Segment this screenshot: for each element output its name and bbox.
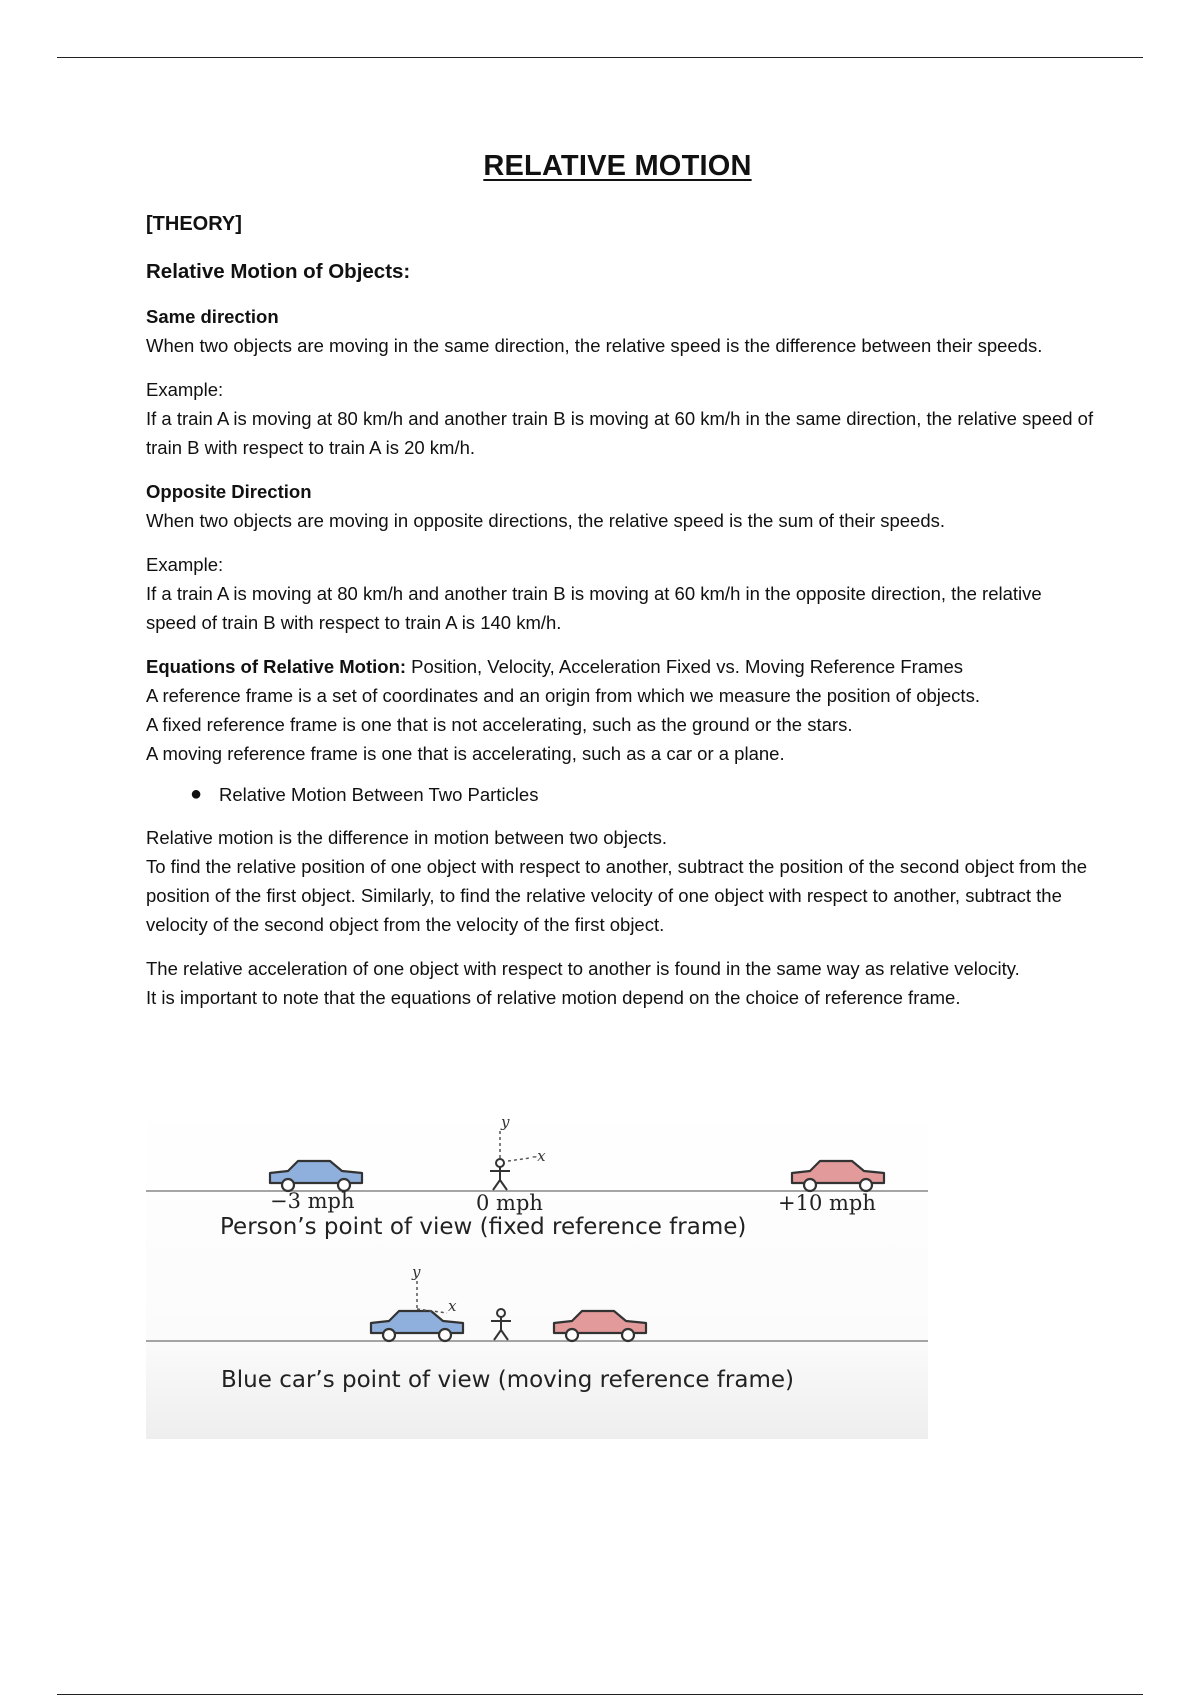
- axis-y-label-fixed: y: [501, 1113, 510, 1131]
- red-car-moving: [554, 1311, 646, 1341]
- document-body: [146, 210, 1096, 1012]
- axis-x-label-moving: x: [448, 1297, 457, 1315]
- fixed-frame-caption: Person’s point of view (fixed reference frame): [220, 1214, 747, 1240]
- same-direction-example-label: Example:: [146, 379, 224, 400]
- equations-line-1: A reference frame is a set of coordinates and an origin from which we measure the position of objects.: [146, 685, 980, 706]
- opposite-direction-example-text: If a train A is moving at 80 km/h and another train B is moving at 60 km/h in the opposite direction, the relative speed of train B with respect to train A is 140 km/h.: [146, 583, 1042, 633]
- red-car-speed: +10 mph: [778, 1191, 876, 1215]
- blue-car-moving: [371, 1311, 463, 1341]
- opposite-direction-heading: Opposite Direction: [146, 481, 312, 502]
- relative-motion-para-1: To find the relative position of one object with respect to another, subtract the position of the second object from the position of the first object. Similarly, to find the relative velocity of one object with respect to another, subtract the velocity of the second object from the velocity of the first object.: [146, 856, 1087, 935]
- red-car-fixed: [792, 1161, 884, 1191]
- relative-motion-para-2: The relative acceleration of one object with respect to another is found in the same way as relative velocity.: [146, 958, 1020, 979]
- bullet-icon: ●: [190, 783, 203, 805]
- section-heading: Relative Motion of Objects:: [146, 260, 411, 283]
- moving-frame-caption: Blue car’s point of view (moving reference frame): [221, 1367, 794, 1393]
- blue-car-fixed: [270, 1161, 362, 1191]
- person-fixed: [490, 1159, 510, 1190]
- equations-line-3: A moving reference frame is one that is accelerating, such as a car or a plane.: [146, 743, 785, 764]
- same-direction-heading: Same direction: [146, 306, 279, 327]
- relative-motion-line-last: It is important to note that the equations of relative motion depend on the choice of reference frame.: [146, 987, 961, 1008]
- relative-motion-line-1: Relative motion is the difference in motion between two objects.: [146, 827, 668, 848]
- axis-y-label-moving: y: [412, 1263, 421, 1281]
- page-title: RELATIVE MOTION: [483, 150, 752, 182]
- equations-heading-rest: Position, Velocity, Acceleration Fixed vs. Moving Reference Frames: [406, 656, 963, 677]
- theory-tag: [THEORY]: [146, 213, 242, 235]
- opposite-direction-example-label: Example:: [146, 554, 224, 575]
- footer-rule: [57, 1694, 1143, 1695]
- opposite-direction-text: When two objects are moving in opposite directions, the relative speed is the sum of their speeds.: [146, 510, 946, 531]
- same-direction-text: When two objects are moving in the same direction, the relative speed is the difference between their speeds.: [146, 335, 1043, 356]
- equations-heading: Equations of Relative Motion:: [146, 656, 407, 677]
- blue-car-speed: −3 mph: [270, 1189, 355, 1213]
- header-rule: [57, 57, 1143, 58]
- x-axis-fixed: [508, 1158, 530, 1161]
- bullet-text: Relative Motion Between Two Particles: [219, 784, 539, 805]
- equations-line-2: A fixed reference frame is one that is not accelerating, such as the ground or the stars.: [146, 714, 853, 735]
- equations-paragraph: [146, 652, 1096, 681]
- person-moving: [491, 1309, 511, 1340]
- axis-x-label-fixed: -x: [532, 1147, 546, 1165]
- bullet-item: [190, 780, 1096, 809]
- person-speed: 0 mph: [476, 1191, 543, 1215]
- same-direction-example-text: If a train A is moving at 80 km/h and another train B is moving at 60 km/h in the same direction, the relative speed of train B with respect to train A is 20 km/h.: [146, 408, 1094, 458]
- reference-frame-figure: [146, 1103, 928, 1439]
